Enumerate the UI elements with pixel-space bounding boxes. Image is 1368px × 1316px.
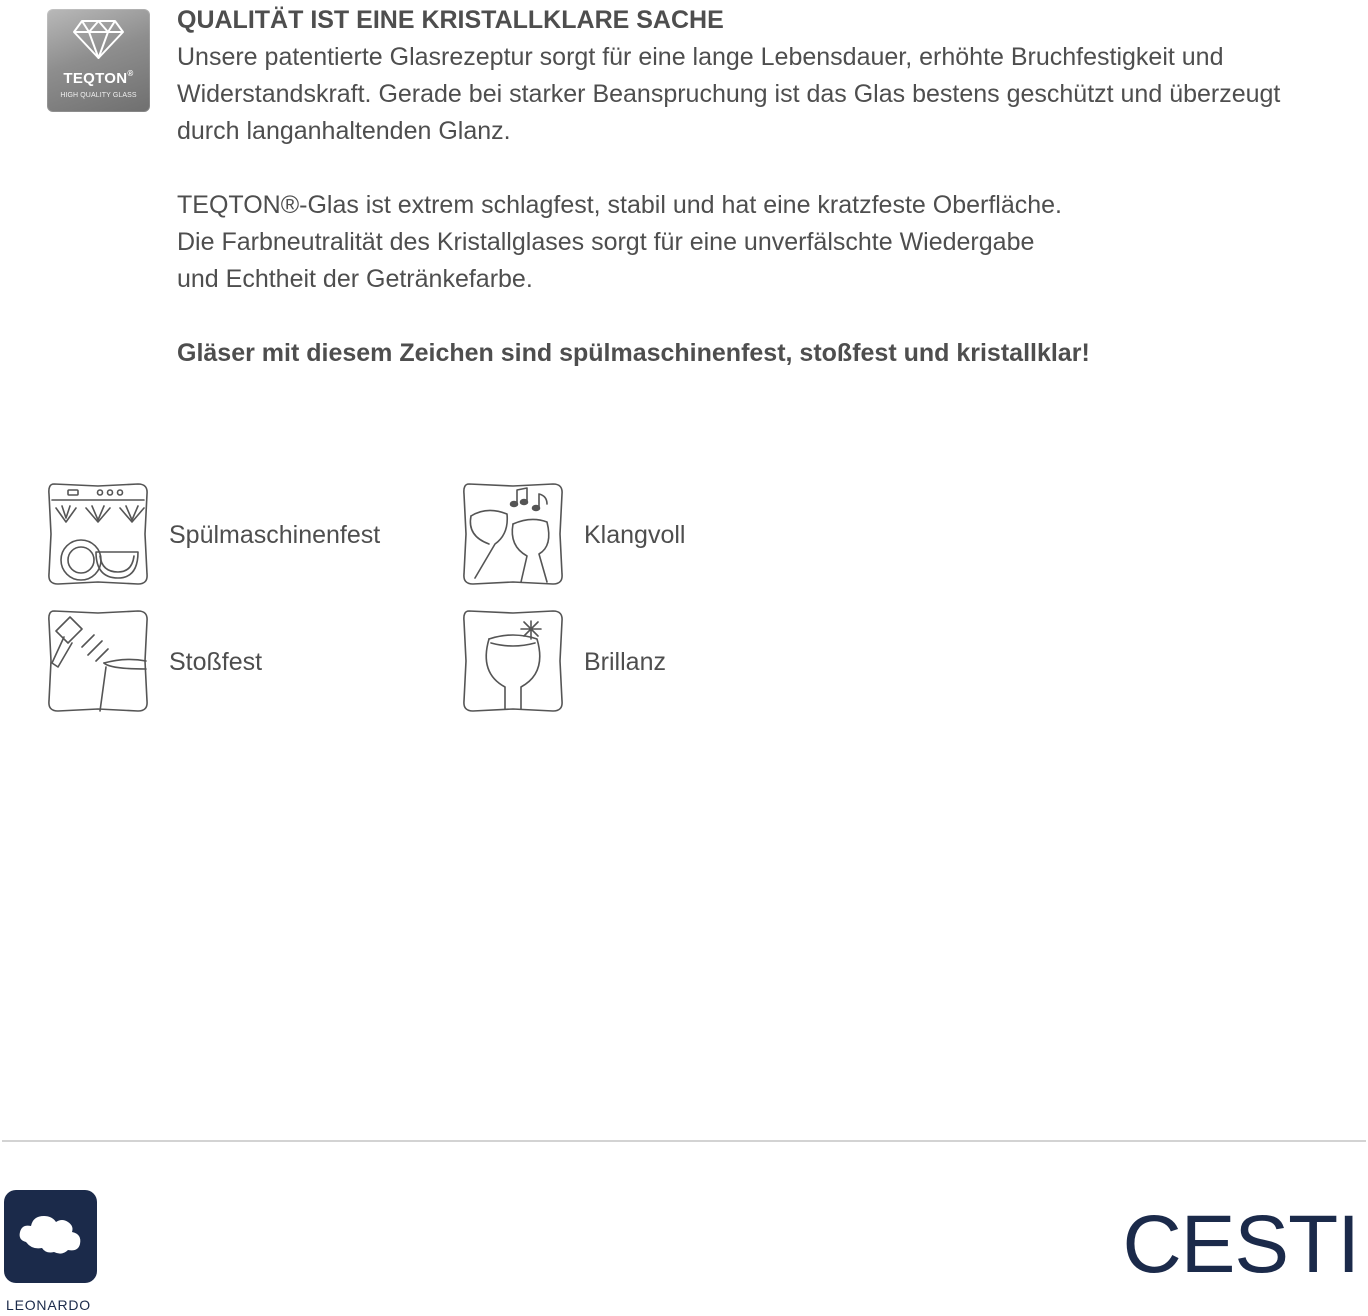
paragraph-durability: Unsere patentierte Glasrezeptur sorgt für eine lange Lebensdauer, erhöhte Bruchfestigkeit und Widerstandskraft. Gerade bei starker Beanspruchung ist das Glas bestens geschützt und überzeugt durch langanhaltenden Glanz.: [177, 43, 1281, 145]
feature-label-clinking: Klangvoll: [584, 521, 686, 549]
hammer-glass-icon: [46, 609, 150, 713]
teqton-brand-name: TEQTON®: [63, 69, 134, 87]
diamond-icon: [72, 18, 125, 60]
paragraph-line-3: und Echtheit der Getränkefarbe.: [177, 265, 533, 293]
clinking-glasses-icon: [461, 482, 565, 586]
feature-label-shockproof: Stoßfest: [169, 648, 263, 676]
cesti-wordmark: CESTI: [1122, 1199, 1359, 1290]
paragraph-line-1: TEQTON®-Glas ist extrem schlagfest, stabil und hat eine kratzfeste Oberfläche.: [177, 191, 1062, 219]
leonardo-wordmark: LEONARDO: [6, 1297, 91, 1313]
footer-divider: [2, 1140, 1366, 1142]
sparkling-glass-icon: [461, 609, 565, 713]
feature-label-brilliance: Brillanz: [584, 648, 666, 676]
closing-statement: Gläser mit diesem Zeichen sind spülmaschinenfest, stoßfest und kristallklar!: [177, 339, 1090, 367]
leonardo-logo: [4, 1190, 97, 1283]
headline: QUALITÄT IST EINE KRISTALLKLARE SACHE: [177, 6, 724, 34]
paragraph-line-2: Die Farbneutralität des Kristallglases sorgt für eine unverfälschte Wiedergabe: [177, 228, 1035, 256]
cloud-icon: [4, 1190, 97, 1283]
dishwasher-icon: [46, 482, 150, 586]
description-text: [177, 2, 1347, 372]
feature-label-dishwasher: Spülmaschinenfest: [169, 521, 381, 549]
teqton-badge: [47, 9, 150, 112]
teqton-tagline: HIGH QUALITY GLASS: [60, 92, 137, 99]
